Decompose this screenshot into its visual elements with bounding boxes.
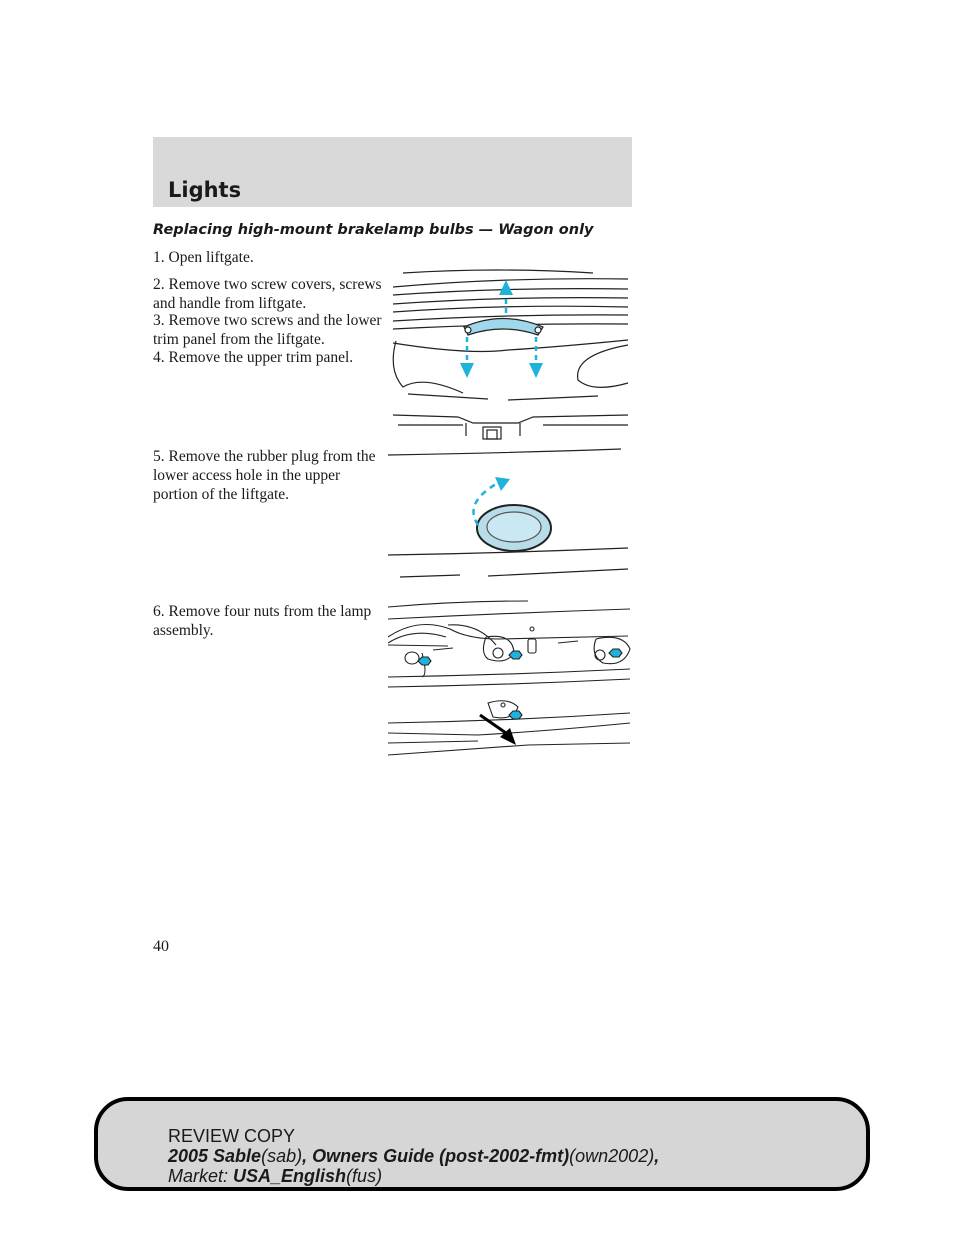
figure-lamp-nuts bbox=[388, 595, 633, 765]
review-model-line bbox=[168, 1146, 659, 1166]
review-line1: REVIEW COPY bbox=[168, 1126, 296, 1146]
section-title: Lights bbox=[168, 178, 242, 202]
guide-code: (own2002) bbox=[569, 1146, 655, 1166]
review-market-line bbox=[168, 1166, 382, 1186]
guide-title: , Owners Guide (post-2002-fmt) bbox=[302, 1146, 570, 1166]
figure-handle-removal bbox=[388, 265, 633, 440]
market-label: Market: bbox=[168, 1166, 229, 1186]
step-2: 2. Remove two screw covers, screws and handle from liftgate. bbox=[153, 276, 382, 312]
model: 2005 Sable bbox=[168, 1146, 262, 1166]
review-copy-label bbox=[168, 1126, 295, 1146]
page-number: 40 bbox=[153, 938, 169, 955]
market: USA_English bbox=[233, 1166, 347, 1186]
figure-rubber-plug bbox=[388, 445, 633, 585]
market-code: (fus) bbox=[346, 1166, 383, 1186]
subheading: Replacing high-mount brakelamp bulbs — Wagon only bbox=[153, 222, 594, 238]
step-3: 3. Remove two screws and the lower trim panel from the liftgate. bbox=[153, 312, 382, 348]
comma: , bbox=[654, 1146, 660, 1166]
step-1: 1. Open liftgate. bbox=[153, 249, 254, 266]
step-4: 4. Remove the upper trim panel. bbox=[153, 349, 354, 366]
model-code: (sab) bbox=[261, 1146, 303, 1166]
step-5: 5. Remove the rubber plug from the lower access hole in the upper portion of the liftgate. bbox=[153, 448, 376, 503]
step-6: 6. Remove four nuts from the lamp assembly. bbox=[153, 603, 372, 639]
